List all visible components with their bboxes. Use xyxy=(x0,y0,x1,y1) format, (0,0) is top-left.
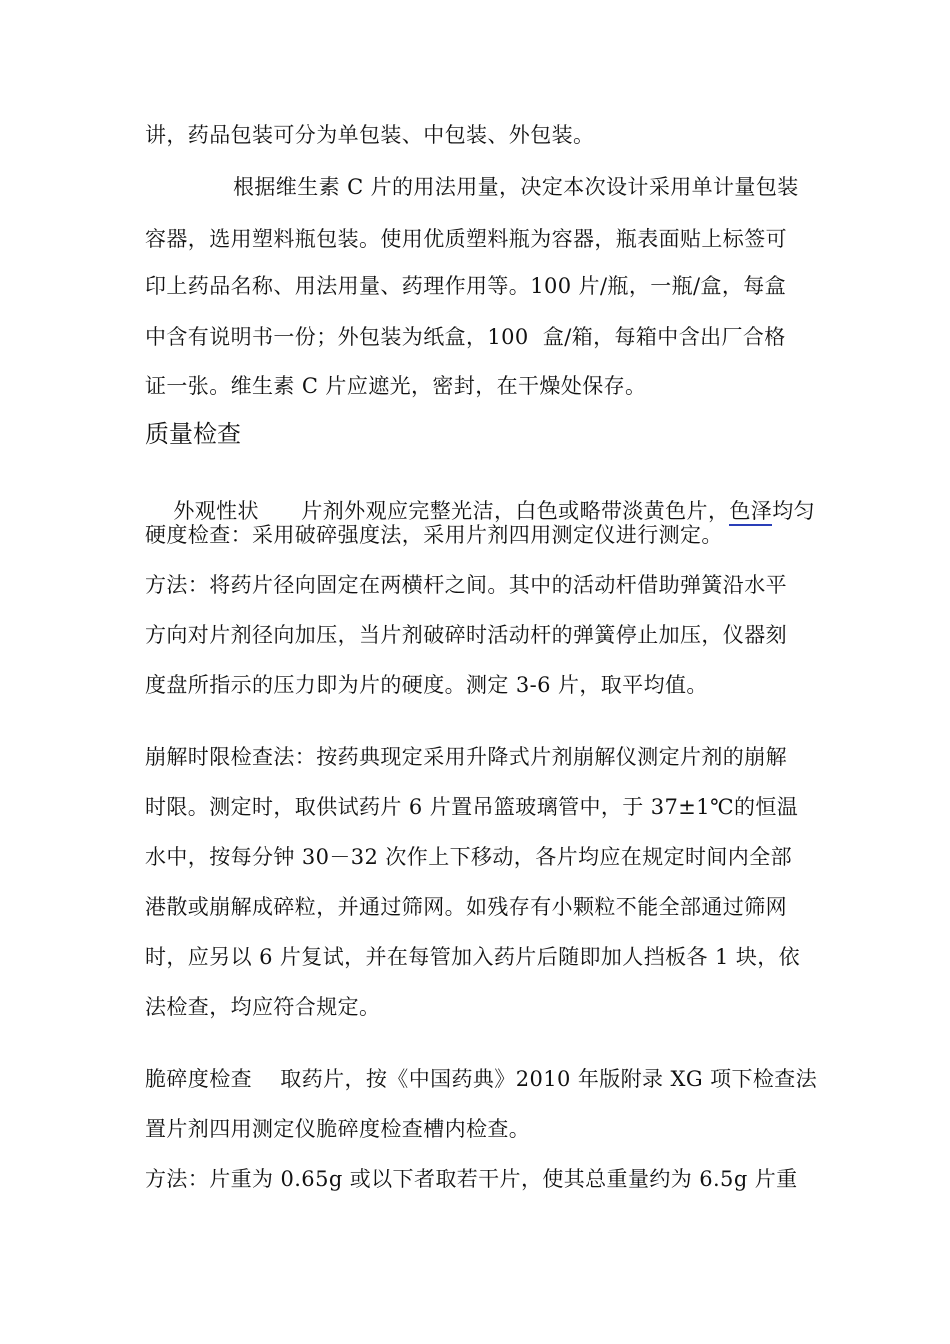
paragraph-line: 容器，选用塑料瓶包装。使用优质塑料瓶为容器，瓶表面贴上标签可 xyxy=(145,227,787,251)
paragraph-line: 方法：片重为 0.65g 或以下者取若干片，使其总重量约为 6.5g 片重 xyxy=(145,1167,798,1191)
paragraph-line: 讲，药品包装可分为单包装、中包装、外包装。 xyxy=(145,123,595,147)
section-heading: 质量检查 xyxy=(145,420,241,448)
paragraph-line: 脆碎度检查 取药片，按《中国药典》2010 年版附录 XG 项下检查法 xyxy=(145,1067,818,1091)
appearance-text-end: 均匀 xyxy=(772,499,815,523)
appearance-text: 外观性状 片剂外观应完整光洁，白色或略带淡黄色片， xyxy=(173,499,730,523)
paragraph-line: 硬度检查：采用破碎强度法，采用片剂四用测定仪进行测定。 xyxy=(145,523,723,547)
paragraph-line: 时，应另以 6 片复试，并在每管加入药片后随即加人挡板各 1 块，依 xyxy=(145,945,801,969)
paragraph-line: 根据维生素 C 片的用法用量，决定本次设计采用单计量包装 xyxy=(233,175,799,199)
paragraph-line: 水中，按每分钟 30－32 次作上下移动，各片均应在规定时间内全部 xyxy=(145,845,792,869)
paragraph-line: 度盘所指示的压力即为片的硬度。测定 3-6 片，取平均值。 xyxy=(145,673,708,697)
paragraph-line: 港散或崩解成碎粒，并通过筛网。如残存有小颗粒不能全部通过筛网 xyxy=(145,895,787,919)
paragraph-line: 方向对片剂径向加压，当片剂破碎时活动杆的弹簧停止加压，仪器刻 xyxy=(145,623,787,647)
paragraph-line: 中含有说明书一份；外包装为纸盒，100 盒/箱，每箱中含出厂合格 xyxy=(145,325,786,349)
paragraph-line: 印上药品名称、用法用量、药理作用等。100 片/瓶，一瓶/盒，每盒 xyxy=(145,274,787,298)
paragraph-line: 置片剂四用测定仪脆碎度检查槽内检查。 xyxy=(145,1117,531,1141)
paragraph-line: 法检查，均应符合规定。 xyxy=(145,995,381,1019)
paragraph-line: 方法：将药片径向固定在两横杆之间。其中的活动杆借助弹簧沿水平 xyxy=(145,573,787,597)
underlined-term: 色泽 xyxy=(729,499,772,526)
paragraph-line: 时限。测定时，取供试药片 6 片置吊篮玻璃管中，于 37±1℃的恒温 xyxy=(145,795,799,819)
paragraph-line: 崩解时限检查法：按药典现定采用升降式片剂崩解仪测定片剂的崩解 xyxy=(145,745,787,769)
paragraph-line: 证一张。维生素 C 片应遮光，密封，在干燥处保存。 xyxy=(145,374,647,398)
